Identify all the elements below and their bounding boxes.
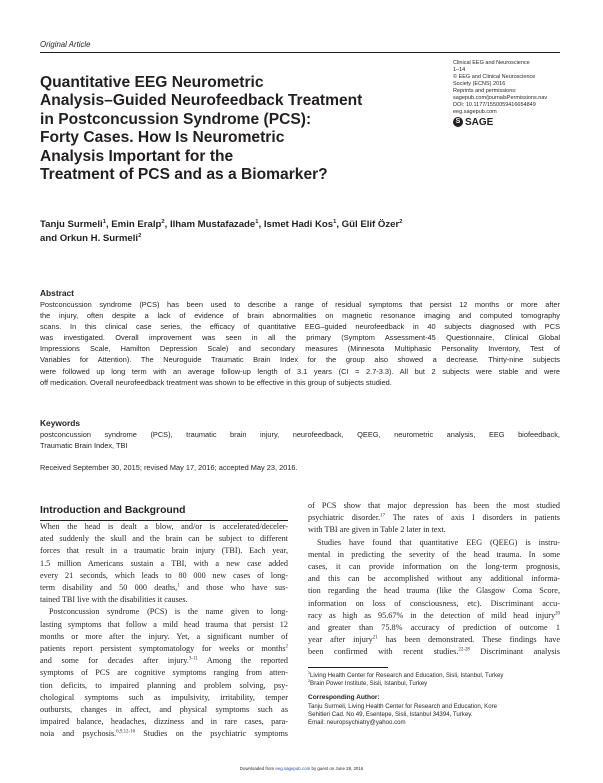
affiliation-line: $^1$Living Health Center for Research and Education, Sisli, Istanbul, Turkey — [308, 670, 504, 679]
body-line: mental in predicting the severity of the head trauma. In some — [308, 549, 560, 559]
journal-meta-line: © EEG and Clinical Neuroscience — [453, 74, 536, 80]
author-name: Ilham Mustafazade — [169, 219, 256, 230]
download-prefix: Downloaded from — [239, 766, 276, 771]
abstract-section — [40, 288, 560, 388]
abstract-line: scans. In this clinical case series, the efficacy of quantitative EEG–guided neurofeedback in 40 subjects diagnosed with PCS — [40, 322, 560, 332]
citation-marker: 1 — [177, 583, 180, 589]
body-line: Studies have found that quantitative EEG (QEEG) is instru- — [317, 537, 560, 547]
corresponding-line: Email: neuropsychiatry@yahoo.com — [308, 719, 406, 727]
journal-meta-lines — [453, 60, 568, 116]
corresponding-line: Sehitleri Cad. No 49, Esentepe, Sisli, Istanbul 34394, Turkey. — [308, 711, 473, 719]
citation-marker: 20 — [555, 611, 560, 617]
body-line: tion regarding the head trauma (like the Glasgow Coma Score, — [308, 586, 560, 596]
journal-meta-line: eeg.sagepub.com — [453, 109, 497, 115]
title-line: Analysis Important for the — [40, 147, 234, 165]
title-line: in Postconcussion Syndrome (PCS): — [40, 110, 312, 128]
body-line: outbursts, changes in affect, and physical symptoms such as — [40, 705, 288, 715]
journal-meta-line: 1–14 — [453, 67, 466, 73]
body-line: When the head is dealt a blow, and/or is accelerated/deceler- — [40, 522, 288, 531]
corresponding-author-details — [308, 703, 560, 728]
body-line: information on loss of consciousness, etc). Discriminant accu- — [308, 598, 560, 608]
affiliation-marker: 1 — [308, 670, 311, 675]
body-line: impaired balance, headaches, dizziness and in rare cases, para- — [40, 717, 288, 727]
abstract-line: Variables for Attention). The Neuroguide Traumatic Brain Index for the group also showed a decrease. Thirty-nine subjects — [40, 355, 560, 365]
citation-marker: 21 — [372, 635, 378, 641]
body-line: tained TBI live with the disabilities it causes. — [40, 595, 188, 605]
journal-meta-line: sagepub.com/journalsPermissions.nav — [453, 95, 548, 101]
affiliation-line: $^2$Brain Power Institute, Sisli, Istanbul, Turkey — [308, 679, 428, 688]
download-link[interactable]: eeg.sagepub.com — [275, 766, 311, 771]
citation-marker: 2 — [285, 644, 288, 650]
abstract-line: off medication. Overall neurofeedback treatment was shown to be effective in this group of subjects studied. — [40, 377, 392, 387]
journal-meta-line: Society (ECNS) 2016 — [453, 81, 506, 87]
body-column-left — [40, 521, 288, 741]
abstract-text — [40, 299, 560, 388]
affiliation-list — [308, 672, 560, 688]
sage-logo-text: SAGE — [465, 116, 494, 128]
body-line: lasting symptoms that follow a mild head trauma that persist 12 — [40, 619, 288, 629]
abstract-heading: Abstract — [40, 288, 74, 298]
body-line: patients report persistent symptomatology for weeks or months$^2$ — [40, 644, 288, 654]
body-line: tion deficits, to impaired planning and problem solving, psy- — [40, 680, 288, 690]
affiliation-marker: 1 — [255, 218, 259, 225]
body-line: months or more after the injury. Yet, a significant number of — [40, 631, 288, 641]
body-line: psychiatric disorder.$^{17}$ The rates of axis I disorders in patients — [308, 513, 560, 523]
body-line: every 21 seconds, which leads to 80 000 new cases of long- — [40, 570, 288, 580]
title-line: Quantitative EEG Neurometric — [40, 74, 264, 91]
journal-meta-line: Clinical EEG and Neuroscience — [453, 60, 530, 66]
affiliation-marker: 2 — [138, 232, 142, 239]
abstract-line: Postconcussion syndrome (PCS) has been used to describe a range of residual symptoms that persist 12 months or more after — [40, 300, 560, 309]
citation-marker: 22-28 — [458, 647, 470, 653]
abstract-line: were followed up long term with an average follow-up length of 3.1 years (CI = 2.7-3.3). All but 2 subjects were stable and were — [40, 366, 560, 376]
author-name: Gül Elif Özer — [341, 219, 400, 230]
author-line — [40, 232, 560, 246]
body-line: symptoms of PCS are cognitive symptoms ranging from atten- — [40, 668, 288, 678]
body-line: been confirmed with recent studies.$^{22-28}$ Discriminant analysis — [308, 647, 560, 657]
footnote-rule — [308, 667, 388, 668]
sage-logo — [453, 117, 568, 127]
footnotes — [308, 672, 560, 727]
keyword-line: postconcussion syndrome (PCS), traumatic brain injury, neurofeedback, QEEG, neurometric analysis, EEG biofeedback, — [40, 430, 560, 439]
section-heading-intro: Introduction and Background — [40, 505, 186, 516]
body-line: with TBI are given in Table 2 later in text. — [308, 525, 446, 535]
body-line: of PCS show that major depression has been the most studied — [308, 501, 560, 510]
author-list — [40, 218, 560, 246]
author-name: Ismet Hadi Kos — [263, 219, 334, 230]
citation-marker: 6,9,12-16 — [116, 729, 136, 735]
affiliation-marker: 2 — [399, 218, 403, 225]
download-notice — [0, 766, 603, 771]
body-line: Postconcussion syndrome (PCS) is the name given to long- — [49, 607, 288, 617]
abstract-line: Impressions Scale, Hamilton Depression Scale) and secondary measures (Minnesota Multiphasic Personality Inventory, Test of — [40, 344, 560, 354]
body-line: and greater than 75.8% accuracy of prediction of outcome 1 — [308, 623, 560, 633]
keywords-text — [40, 429, 560, 451]
corresponding-author-heading: Corresponding Author: — [308, 694, 380, 702]
body-column-right — [308, 500, 560, 659]
keywords-heading: Keywords — [40, 418, 81, 428]
keywords-section — [40, 418, 560, 451]
author-name: Emin Eralp — [111, 219, 162, 230]
article-title — [40, 74, 440, 184]
author-line: Tanju Surmeli$^1$, Emin Eralp$^2$, Ilham Mustafazade$^1$, Ismet Hadi Kos$^1$, Gül Elif Özer$^2$ — [40, 218, 403, 230]
body-line: year after injury$^{21}$ has been demonstrated. These findings have — [308, 635, 560, 645]
affiliation-marker: 2 — [308, 679, 311, 684]
received-dates: Received September 30, 2015; revised May 17, 2016; accepted May 23, 2016. — [40, 463, 298, 472]
body-line: and this can be accomplished without any additional informa- — [308, 574, 560, 584]
author-name: Tanju Surmeli — [40, 219, 103, 230]
body-line: and some for decades after injury.$^{3-11}$ Among the reported — [40, 656, 288, 666]
journal-meta — [453, 60, 568, 127]
corresponding-line: Tanju Surmeli, Living Health Center for Research and Education, Kore — [308, 702, 498, 710]
abstract-line: the injury, often despite a lack of evidence of brain abnormalities on magnetic resonance imaging and computed tomography — [40, 311, 560, 321]
abstract-line: was investigated. Overall improvement was seen in all the primary (Symptom Assessment-45 Questionnaire, Clinical Global — [40, 333, 560, 343]
citation-marker: 3-11 — [188, 656, 198, 662]
title-line: Analysis–Guided Neurofeedback Treatment — [40, 92, 363, 110]
body-line: noia and psychosis.$^{6,9,12-16}$ Studies on the psychiatric symptoms — [40, 729, 288, 739]
body-line: 1.5 million Americans sustain a TBI, with a new case added — [40, 558, 288, 568]
download-suffix: by guest on June 29, 2016 — [310, 766, 364, 771]
title-line: Treatment of PCS and as a Biomarker? — [40, 166, 328, 184]
title-line: Forty Cases. How Is Neurometric — [40, 129, 285, 147]
header-rule — [40, 52, 560, 53]
body-line: chological symptoms such as impulsivity, irritability, temper — [40, 692, 288, 702]
author-name: and Orkun H. Surmeli — [40, 233, 139, 244]
body-line: cases, it can provide information on the long-term prognosis, — [308, 562, 560, 572]
keyword-line: Traumatic Brain Index, TBI — [40, 441, 128, 451]
citation-marker: 17 — [380, 513, 386, 519]
body-line: forces that result in a traumatic brain injury (TBI). Each year, — [40, 546, 288, 556]
body-line: term disability and 50 000 deaths,$^1$ and those who have sus- — [40, 583, 289, 593]
body-line: ated suddenly the skull and the brain can be subject to different — [40, 534, 288, 544]
affiliation-marker: 2 — [161, 218, 165, 225]
affiliation-marker: 1 — [333, 218, 337, 225]
journal-meta-line: Reprints and permissions: — [453, 88, 517, 94]
sage-logo-icon: S — [453, 117, 463, 127]
affiliation-marker: 1 — [102, 218, 106, 225]
article-type-label: Original Article — [40, 40, 91, 49]
body-line: racy as high as 95.67% in the detection of mild head injury$^{20}$ — [308, 610, 560, 620]
journal-meta-line: DOI: 10.1177/1550059416654849 — [453, 102, 536, 108]
